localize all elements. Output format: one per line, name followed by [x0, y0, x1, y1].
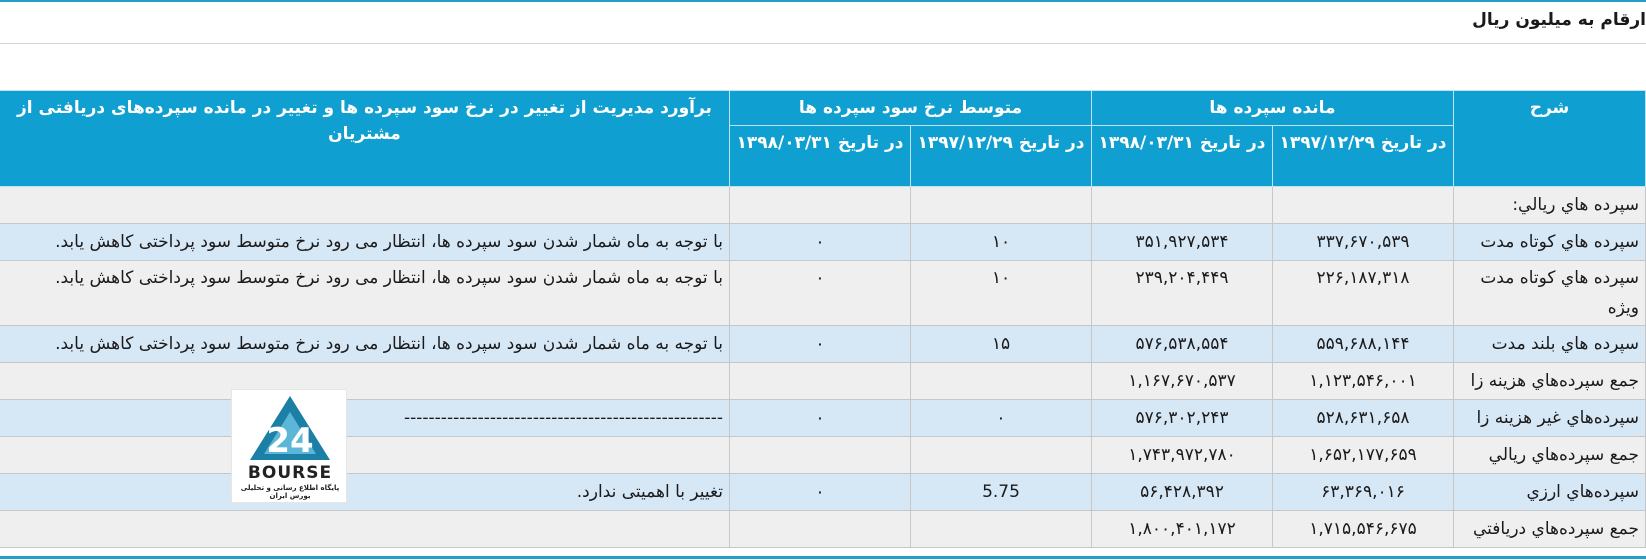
rate-cell: [911, 187, 1092, 224]
balance-cell: ۳۳۷,۶۷۰,۵۳۹: [1273, 224, 1454, 261]
header-balance-date-1: در تاریخ ۱۳۹۷/۱۲/۲۹: [1273, 126, 1454, 187]
balance-cell: [1273, 187, 1454, 224]
header-management-estimate: برآورد مدیریت از تغییر در نرخ سود سپرده ها و تغییر در مانده سپرده‌های دریافتی از مشتریان: [0, 91, 729, 187]
header-avg-rate: متوسط نرخ سود سپرده ها: [729, 91, 1091, 126]
rate-cell: [911, 437, 1092, 474]
units-divider: [0, 43, 1646, 44]
balance-cell: ۱,۶۵۲,۱۷۷,۶۵۹: [1273, 437, 1454, 474]
top-accent-rule: [0, 0, 1646, 2]
table-row: [0, 261, 1646, 326]
rate-cell: ۰: [729, 400, 910, 437]
estimate-note: با توجه به ماه شمار شدن سود سپرده ها، انتظار می رود نرخ متوسط سود پرداختی کاهش یابد.: [0, 261, 729, 326]
table-row: [0, 187, 1646, 224]
balance-cell: ۵۷۶,۳۰۲,۲۴۳: [1092, 400, 1273, 437]
row-description: سپرده هاي ريالي:: [1454, 187, 1646, 224]
rate-cell: ۰: [729, 224, 910, 261]
bottom-accent-rule: [0, 556, 1646, 559]
rate-cell: [911, 363, 1092, 400]
balance-cell: ۱,۷۴۳,۹۷۲,۷۸۰: [1092, 437, 1273, 474]
logo-subtitle: پایگاه اطلاع رسانی و تحلیلی بورس ایران: [240, 484, 340, 500]
balance-cell: ۳۵۱,۹۲۷,۵۳۴: [1092, 224, 1273, 261]
row-description: سپرده‌هاي غير هزينه زا: [1454, 400, 1646, 437]
estimate-note: [0, 187, 729, 224]
row-description: جمع سپرده‌هاي ريالي: [1454, 437, 1646, 474]
rate-cell: ۱۰: [911, 224, 1092, 261]
header-rate-date-2: در تاریخ ۱۳۹۸/۰۳/۳۱: [729, 126, 910, 187]
rate-cell: 5.75: [911, 474, 1092, 511]
rate-cell: ۰: [729, 474, 910, 511]
estimate-note: ----------------------------------------------------: [0, 400, 729, 437]
estimate-note: با توجه به ماه شمار شدن سود سپرده ها، انتظار می رود نرخ متوسط سود پرداختی کاهش یابد.: [0, 224, 729, 261]
rate-cell: ۰: [729, 326, 910, 363]
balance-cell: ۱,۱۶۷,۶۷۰,۵۳۷: [1092, 363, 1273, 400]
header-deposit-balance: مانده سپرده ها: [1092, 91, 1454, 126]
row-description: سپرده هاي كوتاه مدت: [1454, 224, 1646, 261]
rate-cell: [729, 437, 910, 474]
header-rate-date-1: در تاریخ ۱۳۹۷/۱۲/۲۹: [911, 126, 1092, 187]
row-description: سپرده هاي بلند مدت: [1454, 326, 1646, 363]
balance-cell: ۱,۸۰۰,۴۰۱,۱۷۲: [1092, 511, 1273, 548]
balance-cell: ۵۲۸,۶۳۱,۶۵۸: [1273, 400, 1454, 437]
balance-cell: ۲۲۶,۱۸۷,۳۱۸: [1273, 261, 1454, 326]
bourse-logo: [231, 389, 347, 503]
rate-cell: [729, 511, 910, 548]
svg-text:24: 24: [266, 421, 314, 461]
rate-cell: ۰: [729, 261, 910, 326]
row-description: جمع سپرده‌هاي هزينه زا: [1454, 363, 1646, 400]
balance-cell: ۱,۷۱۵,۵۴۶,۶۷۵: [1273, 511, 1454, 548]
balance-cell: ۱,۱۲۳,۵۴۶,۰۰۱: [1273, 363, 1454, 400]
logo-wordmark: BOURSE: [247, 463, 333, 483]
rate-cell: [729, 187, 910, 224]
balance-cell: ۵۷۶,۵۳۸,۵۵۴: [1092, 326, 1273, 363]
estimate-note: تغییر با اهمیتی ندارد.: [0, 474, 729, 511]
units-label: ارقام به میلیون ریال: [1472, 10, 1646, 30]
table-row: [0, 326, 1646, 363]
rate-cell: ۰: [911, 400, 1092, 437]
row-description: جمع سپرده‌هاي دريافتي: [1454, 511, 1646, 548]
balance-cell: ۶۳,۳۶۹,۰۱۶: [1273, 474, 1454, 511]
rate-cell: ۱۰: [911, 261, 1092, 326]
estimate-note: [0, 511, 729, 548]
table-row: [0, 224, 1646, 261]
estimate-note: [0, 363, 729, 400]
balance-cell: ۵۵۹,۶۸۸,۱۴۴: [1273, 326, 1454, 363]
row-description: سپرده‌هاي ارزي: [1454, 474, 1646, 511]
bourse-24-logo-icon: [232, 390, 348, 466]
balance-cell: [1092, 187, 1273, 224]
row-description: سپرده هاي كوتاه مدت ويژه: [1454, 261, 1646, 326]
rate-cell: [729, 363, 910, 400]
header-balance-date-2: در تاریخ ۱۳۹۸/۰۳/۳۱: [1092, 126, 1273, 187]
estimate-note: [0, 437, 729, 474]
rate-cell: [911, 511, 1092, 548]
rate-cell: ۱۵: [911, 326, 1092, 363]
table-row: [0, 511, 1646, 548]
balance-cell: ۲۳۹,۲۰۴,۴۴۹: [1092, 261, 1273, 326]
balance-cell: ۵۶,۴۲۸,۳۹۲: [1092, 474, 1273, 511]
estimate-note: با توجه به ماه شمار شدن سود سپرده ها، انتظار می رود نرخ متوسط سود پرداختی کاهش یابد.: [0, 326, 729, 363]
header-description: شرح: [1454, 91, 1646, 187]
